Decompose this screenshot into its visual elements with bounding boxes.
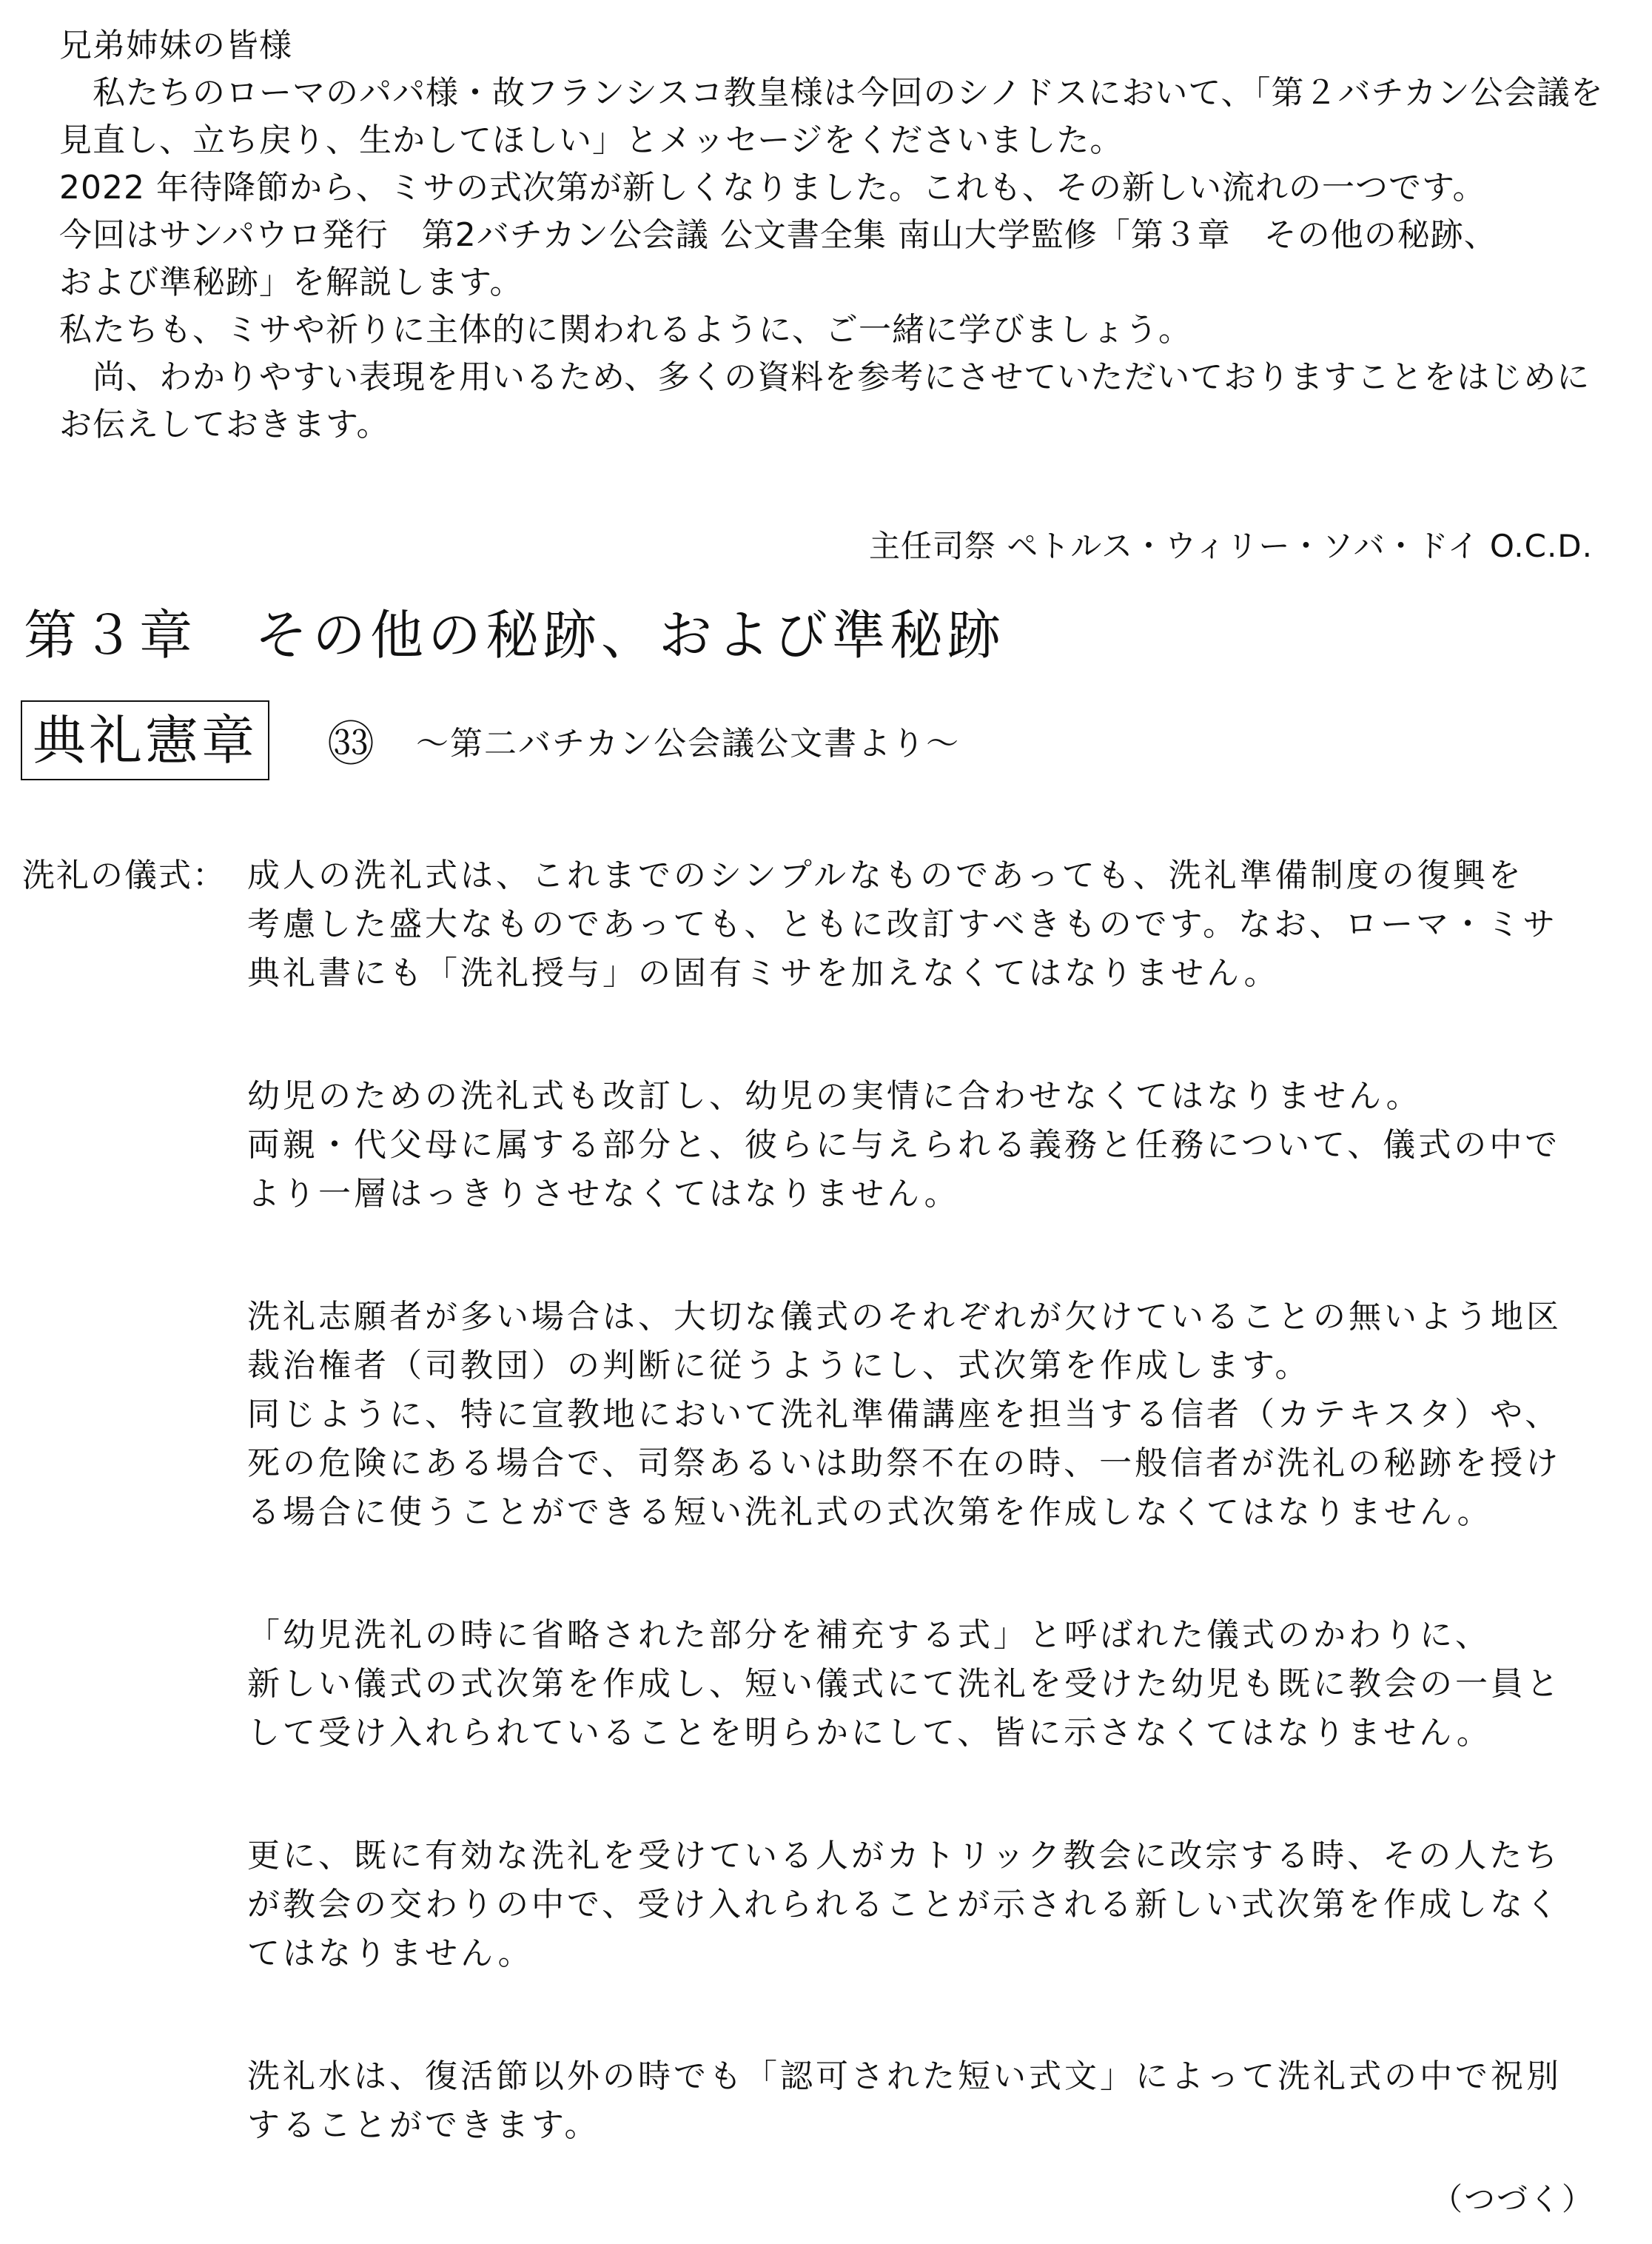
continued-note: （つづく） bbox=[1431, 2181, 1594, 2217]
intro-line: 兄弟姉妹の皆様 bbox=[59, 27, 292, 64]
intro-line: 私たちも、ミサや祈りに主体的に関われるように、ご一緒に学びましょう。 bbox=[59, 311, 1192, 349]
series-name-box: 典礼憲章 bbox=[21, 700, 269, 780]
intro-line: 私たちのローマのパパ様・故フランシスコ教皇様は今回のシノドスにおいて、「第２バチカン公会議を bbox=[59, 74, 1604, 112]
paragraph-line: てはなりません。 bbox=[247, 1935, 534, 1972]
paragraph-line: 「幼児洗礼の時に省略された部分を補充する式」と呼ばれた儀式のかわりに、 bbox=[247, 1616, 1491, 1654]
paragraph-line: 新しい儀式の式次第を作成し、短い儀式にて洗礼を受けた幼児も既に教会の一員と bbox=[247, 1665, 1562, 1703]
paragraph-line: 裁治権者（司教団）の判断に従うようにし、式次第を作成します。 bbox=[247, 1347, 1311, 1384]
paragraph bbox=[247, 1832, 1639, 1978]
section-label: 洗礼の儀式： bbox=[22, 857, 226, 894]
paragraph bbox=[247, 1072, 1639, 1219]
paragraph-line: 同じように、特に宣教地において洗礼準備講座を担当する信者（カテキスタ）や、 bbox=[247, 1396, 1561, 1433]
paragraph-line: 洗礼水は、復活節以外の時でも「認可された短い式文」によって洗礼式の中で祝別 bbox=[247, 2057, 1562, 2095]
paragraph-line: することができます。 bbox=[247, 2106, 600, 2144]
intro-line: お伝えしておきます。 bbox=[59, 406, 390, 443]
paragraph-line: 死の危険にある場合で、司祭あるいは助祭不在の時、一般信者が洗礼の秘跡を授け bbox=[247, 1444, 1562, 1482]
paragraph-line: 洗礼志願者が多い場合は、大切な儀式のそれぞれが欠けていることの無いよう地区 bbox=[247, 1298, 1562, 1336]
paragraph bbox=[247, 2052, 1639, 2150]
intro-line: 尚、わかりやすい表現を用いるため、多くの資料を参考にさせていただいておりますことをはじめに bbox=[59, 358, 1591, 396]
intro-line: 見直し、立ち戻り、生かしてほしい」とメッセージをくださいました。 bbox=[59, 121, 1124, 159]
series-subtitle: ～第二バチカン公会議公文書より～ bbox=[416, 725, 961, 763]
paragraph-line: より一層はっきりさせなくてはなりません。 bbox=[247, 1175, 960, 1213]
paragraph-line: 更に、既に有効な洗礼を受けている人がカトリック教会に改宗する時、その人たち bbox=[247, 1837, 1561, 1875]
paragraph-line: 幼児のための洗礼式も改訂し、幼児の実情に合わせなくてはなりません。 bbox=[247, 1077, 1422, 1115]
paragraph-line: 成人の洗礼式は、これまでのシンプルなものであっても、洗礼準備制度の復興を bbox=[247, 857, 1524, 894]
paragraph bbox=[247, 1293, 1639, 1537]
intro-line: および準秘跡」を解説します。 bbox=[59, 264, 523, 301]
intro-message bbox=[59, 22, 1643, 449]
paragraph-line: 考慮した盛大なものであっても、ともに改訂すべきものです。なお、ローマ・ミサ bbox=[247, 905, 1559, 943]
paragraph-line: 両親・代父母に属する部分と、彼らに与えられる義務と任務について、儀式の中で bbox=[247, 1126, 1561, 1164]
paragraph-line: して受け入れられていることを明らかにして、皆に示さなくてはなりません。 bbox=[247, 1714, 1492, 1752]
chapter-title: 第３章 その他の秘跡、および準秘跡 bbox=[24, 604, 1006, 666]
paragraph-line: 典礼書にも「洗礼授与」の固有ミサを加えなくてはなりません。 bbox=[247, 954, 1280, 992]
section-body bbox=[247, 851, 1639, 2224]
paragraph-line: が教会の交わりの中で、受け入れられることが示される新しい式次第を作成しなく bbox=[247, 1886, 1562, 1923]
series-heading bbox=[21, 696, 960, 785]
signature: 主任司祭 ペトルス・ウィリー・ソバ・ドイ O.C.D. bbox=[868, 528, 1593, 564]
intro-line: 2022 年待降節から、ミサの式次第が新しくなりました。これも、その新しい流れの一つです。 bbox=[59, 169, 1486, 207]
intro-line: 今回はサンパウロ発行 第2バチカン公会議 公文書全集 南山大学監修「第３章 その他の秘跡、 bbox=[59, 216, 1497, 254]
series-number: ㉝ bbox=[327, 717, 375, 772]
paragraph-line: る場合に使うことができる短い洗礼式の式次第を作成しなくてはなりません。 bbox=[247, 1493, 1493, 1531]
paragraph bbox=[247, 1611, 1639, 1758]
paragraph bbox=[247, 851, 1639, 998]
